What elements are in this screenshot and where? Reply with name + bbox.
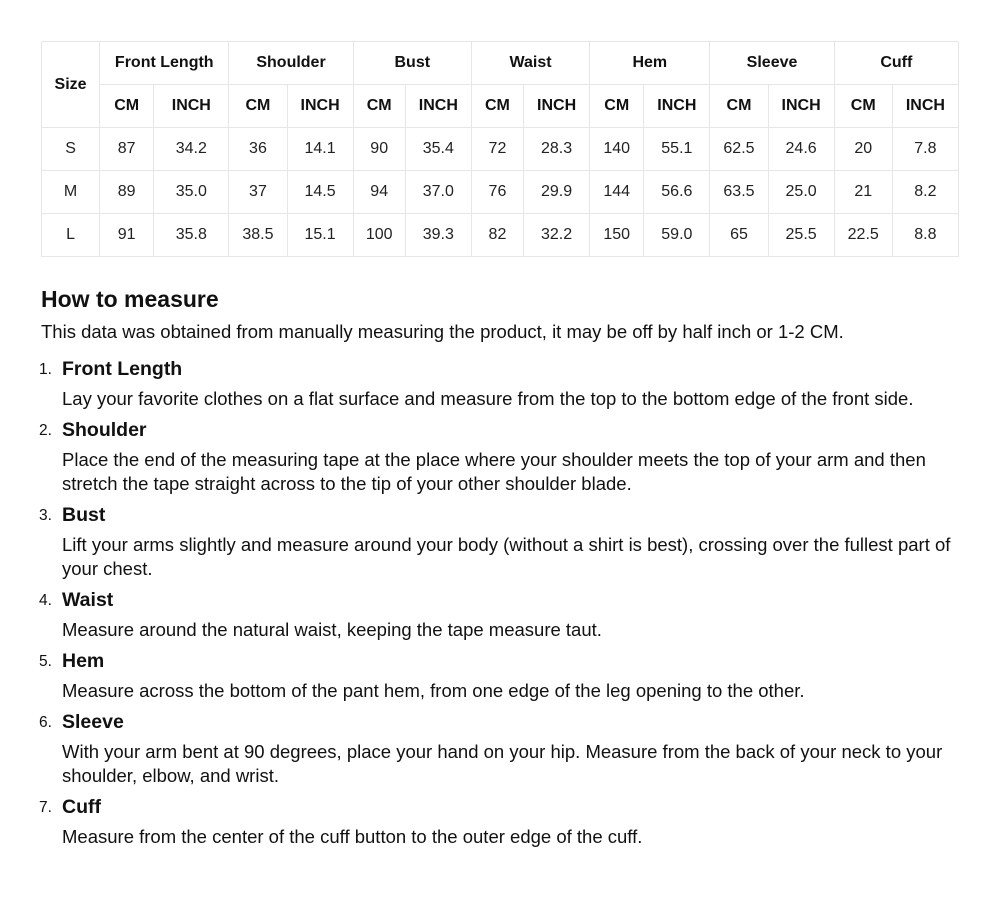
table-cell: 35.0	[154, 171, 229, 214]
table-cell: 56.6	[644, 171, 710, 214]
step-description: Measure around the natural waist, keeping the tape measure taut.	[62, 619, 602, 640]
table-cell: 82	[471, 214, 523, 257]
group-header-bust: Bust	[353, 42, 471, 85]
table-row	[42, 214, 959, 257]
table-cell: 37.0	[405, 171, 471, 214]
table-cell: 39.3	[405, 214, 471, 257]
step-number: 4.	[39, 592, 52, 609]
table-cell: 29.9	[524, 171, 590, 214]
list-item	[41, 795, 959, 849]
table-row	[42, 128, 959, 171]
list-item	[41, 588, 959, 642]
step-number: 1.	[39, 361, 52, 378]
table-cell: 72	[471, 128, 523, 171]
unit-header-inch: INCH	[892, 85, 958, 128]
table-row	[42, 171, 959, 214]
table-unit-row	[42, 85, 959, 128]
table-cell: 59.0	[644, 214, 710, 257]
group-header-hem: Hem	[590, 42, 710, 85]
table-cell: 24.6	[768, 128, 834, 171]
size-cell: S	[42, 128, 100, 171]
table-cell: 63.5	[710, 171, 768, 214]
table-cell: 90	[353, 128, 405, 171]
step-title: Waist	[62, 589, 114, 611]
unit-header-cm: CM	[834, 85, 892, 128]
unit-header-inch: INCH	[154, 85, 229, 128]
list-item	[41, 418, 959, 496]
step-description: Measure across the bottom of the pant hem, from one edge of the leg opening to the other.	[62, 680, 805, 701]
table-cell: 8.8	[892, 214, 958, 257]
unit-header-inch: INCH	[644, 85, 710, 128]
size-column-header: Size	[42, 42, 100, 128]
intro-text: This data was obtained from manually measuring the product, it may be off by half inch or 1-2 CM.	[41, 321, 844, 342]
step-title: Shoulder	[62, 419, 147, 441]
table-cell: 140	[590, 128, 644, 171]
table-cell: 28.3	[524, 128, 590, 171]
table-cell: 91	[100, 214, 154, 257]
size-cell: M	[42, 171, 100, 214]
table-cell: 76	[471, 171, 523, 214]
group-header-cuff: Cuff	[834, 42, 958, 85]
table-cell: 35.8	[154, 214, 229, 257]
list-item	[41, 357, 959, 411]
unit-header-cm: CM	[710, 85, 768, 128]
group-header-waist: Waist	[471, 42, 589, 85]
table-cell: 65	[710, 214, 768, 257]
table-cell: 36	[229, 128, 287, 171]
table-cell: 25.0	[768, 171, 834, 214]
table-header-row	[42, 42, 959, 85]
section-title: How to measure	[41, 286, 219, 312]
table-cell: 62.5	[710, 128, 768, 171]
table-cell: 35.4	[405, 128, 471, 171]
group-header-front-length: Front Length	[100, 42, 229, 85]
step-description: With your arm bent at 90 degrees, place your hand on your hip. Measure from the back of your neck to your shoulder, elbow, and wrist.	[62, 741, 943, 786]
step-number: 5.	[39, 653, 52, 670]
step-description: Lift your arms slightly and measure around your body (without a shirt is best), crossing over the fullest part of your chest.	[62, 534, 951, 579]
list-item	[41, 649, 959, 703]
step-number: 3.	[39, 507, 52, 524]
unit-header-cm: CM	[471, 85, 523, 128]
step-title: Bust	[62, 504, 106, 526]
unit-header-cm: CM	[353, 85, 405, 128]
group-header-sleeve: Sleeve	[710, 42, 834, 85]
step-title: Sleeve	[62, 711, 124, 733]
table-cell: 87	[100, 128, 154, 171]
table-cell: 34.2	[154, 128, 229, 171]
table-cell: 32.2	[524, 214, 590, 257]
table-cell: 38.5	[229, 214, 287, 257]
size-cell: L	[42, 214, 100, 257]
unit-header-cm: CM	[229, 85, 287, 128]
step-number: 2.	[39, 422, 52, 439]
step-description: Measure from the center of the cuff button to the outer edge of the cuff.	[62, 826, 643, 847]
step-description: Place the end of the measuring tape at the place where your shoulder meets the top of your arm and then stretch the tape straight across to the tip of your other shoulder blade.	[62, 449, 926, 494]
table-cell: 150	[590, 214, 644, 257]
step-number: 6.	[39, 714, 52, 731]
table-cell: 37	[229, 171, 287, 214]
list-item	[41, 503, 959, 581]
table-cell: 94	[353, 171, 405, 214]
table-cell: 144	[590, 171, 644, 214]
list-item	[41, 710, 959, 788]
unit-header-cm: CM	[590, 85, 644, 128]
table-cell: 7.8	[892, 128, 958, 171]
group-header-shoulder: Shoulder	[229, 42, 353, 85]
size-chart-table	[41, 41, 959, 257]
table-cell: 15.1	[287, 214, 353, 257]
step-number: 7.	[39, 799, 52, 816]
step-title: Cuff	[62, 796, 101, 818]
unit-header-inch: INCH	[524, 85, 590, 128]
table-cell: 20	[834, 128, 892, 171]
unit-header-inch: INCH	[768, 85, 834, 128]
unit-header-inch: INCH	[405, 85, 471, 128]
step-description: Lay your favorite clothes on a flat surface and measure from the top to the bottom edge of the front side.	[62, 388, 914, 409]
table-cell: 14.1	[287, 128, 353, 171]
table-cell: 100	[353, 214, 405, 257]
unit-header-cm: CM	[100, 85, 154, 128]
step-title: Hem	[62, 650, 105, 672]
table-cell: 14.5	[287, 171, 353, 214]
table-cell: 89	[100, 171, 154, 214]
table-cell: 8.2	[892, 171, 958, 214]
unit-header-inch: INCH	[287, 85, 353, 128]
table-cell: 55.1	[644, 128, 710, 171]
table-cell: 22.5	[834, 214, 892, 257]
table-cell: 25.5	[768, 214, 834, 257]
table-cell: 21	[834, 171, 892, 214]
step-title: Front Length	[62, 358, 183, 380]
measure-steps-list	[41, 357, 959, 849]
